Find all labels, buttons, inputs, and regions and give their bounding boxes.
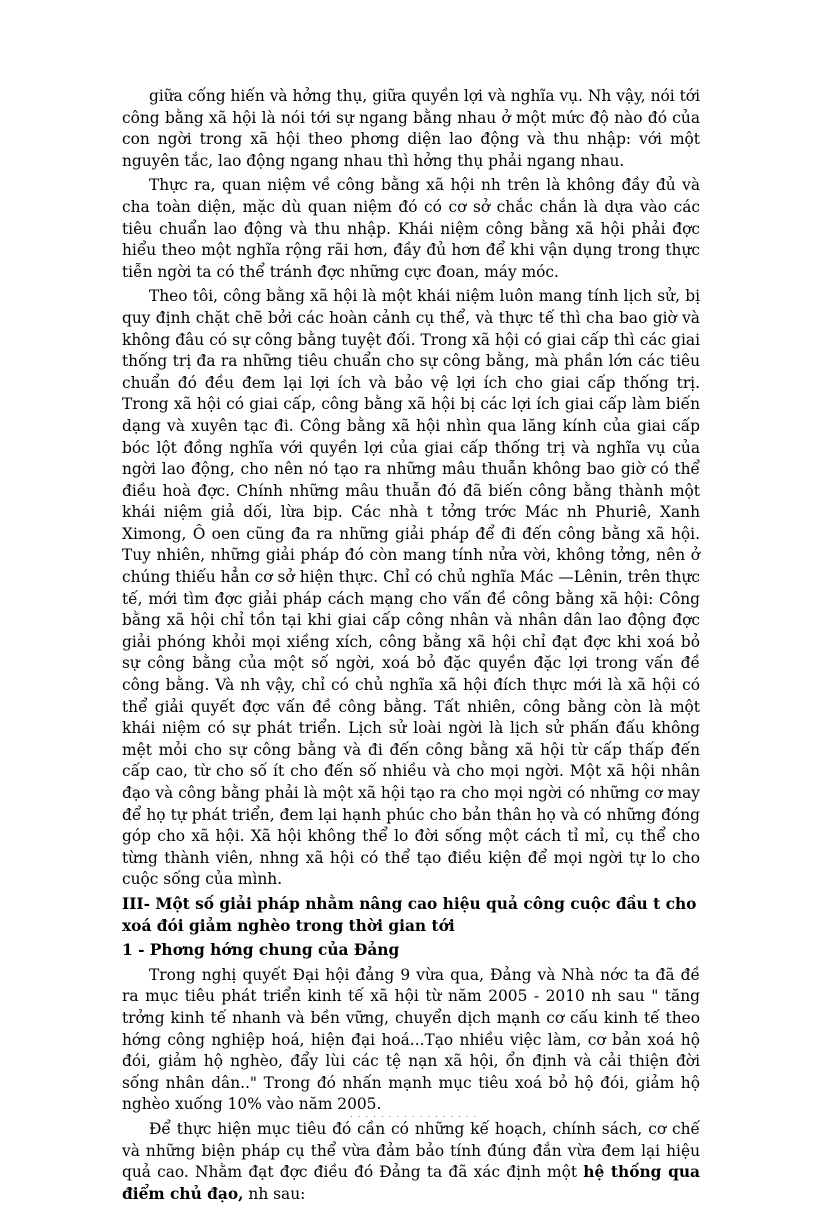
document-page xyxy=(122,86,700,1208)
paragraph-5-bold: hệ thống qua điểm chủ đạo, xyxy=(122,1163,701,1203)
paragraph-1: giữa cống hiến và hởng thụ, giữa quyền lợi và nghĩa vụ. Nh vậy, nói tới công bằng xã hội là nói tới sự ngang bằng nhau ở một mức độ nào đó của con ngời trong xã hội theo phơng diện lao động và thu nhập: với một nguyên tắc, lao động ngang nhau thì hởng thụ phải ngang nhau. xyxy=(122,87,700,170)
section-heading: III- Một số giải pháp nhằm nâng cao hiệu quả công cuộc đầu t cho xoá đói giảm nghèo trong thời gian tới xyxy=(122,894,697,935)
subsection-heading: 1 - Phơng hớng chung của Đảng xyxy=(122,941,400,960)
paragraph-3: Theo tôi, công bằng xã hội là một khái niệm luôn mang tính lịch sử, bị quy định chặt chẽ bởi các hoàn cảnh cụ thể, và thực tế thì cha bao giờ và không đâu có sự công bằng tuyệt đối. Trong xã hội có giai cấp thì các giai thống trị đa ra những tiêu chuẩn cho sự công bằng, mà phần lớn các tiêu chuẩn đó đều đem lại lợi ích và bảo vệ lợi ích cho giai cấp thống trị. Trong xã hội có giai cấp, công bằng xã hội bị các lợi ích giai cấp làm biến dạng và xuyên tạc đi. Công bằng xã hội nhìn qua lăng kính của giai cấp bóc lột đồng nghĩa với quyền lợi của giai cấp thống trị và nghĩa vụ của ngời lao động, cho nên nó tạo ra những mâu thuẫn không bao giờ có thể điều hoà đợc. Chính những mâu thuẫn đó đã biến công bằng thành một khái niệm giả dối, lừa bịp. Các nhà t tởng trớc Mác nh Phuriê, Xanh Ximong, Ô oen cũng đa ra những giải pháp để đi đến công bằng xã hội. Tuy nhiên, những giải pháp đó còn mang tính nửa vời, không tởng, nên ở chúng thiếu hẳn cơ sở hiện thực. Chỉ có chủ nghĩa Mác —Lênin, trên thực tế, mới tìm đợc giải pháp cách mạng cho vấn đề công bằng xã hội: Công bằng xã hội chỉ tồn tại khi giai cấp công nhân và nhân dân lao động đợc giải phóng khỏi mọi xiềng xích, công bằng xã hội chỉ đạt đợc khi xoá bỏ sự công bằng của một số ngời, xoá bỏ đặc quyền đặc lợi trong vấn đề công bằng. Và nh vậy, chỉ có chủ nghĩa xã hội đích thực mới là xã hội có thể giải quyết đợc vấn đề công bằng. Tất nhiên, công bằng còn là một khái niệm có sự phát triển. Lịch sử loài ngời là lịch sử phấn đấu không mệt mỏi cho sự công bằng và đi đến công bằng xã hội từ cấp thấp đến cấp cao, từ cho số ít cho đến số nhiều và cho mọi ngời. Một xã hội nhân đạo và công bằng phải là một xã hội tạo ra cho mọi ngời có những cơ may để họ tự phát triển, đem lại hạnh phúc cho bản thân họ và có những đóng góp cho xã hội. Xã hội không thể lo đời sống một cách tỉ mỉ, cụ thể cho từng thành viên, nhng xã hội có thể tạo điều kiện để mọi ngời tự lo cho cuộc sống của mình. xyxy=(122,287,700,889)
paragraph-4: Trong nghị quyết Đại hội đảng 9 vừa qua, Đảng và Nhà nớc ta đã đề ra mục tiêu phát triển kinh tế xã hội từ năm 2005 - 2010 nh sau " tăng trởng kinh tế nhanh và bền vững, chuyển dịch mạnh cơ cấu kinh tế theo hớng công nghiệp hoá, hiện đại hoá...Tạo nhiều việc làm, cơ bản xoá hộ đói, giảm hộ nghèo, đẩy lùi các tệ nạn xã hội, ổn định và cải thiện đời sống nhân dân.." Trong đó nhấn mạnh mục tiêu xoá bỏ hộ đói, giảm hộ nghèo xuống 10% vào năm 2005. xyxy=(122,965,700,1114)
paragraph-5 xyxy=(122,1119,700,1205)
paragraph-5-text: Để thực hiện mục tiêu đó cần có những kế hoạch, chính sách, cơ chế và những biện pháp cụ thể vừa đảm bảo tính đúng đắn vừa đem lại hiệu quả cao. Nhằm đạt đợc điều đó Đảng ta đã xác định một xyxy=(122,1119,700,1182)
footer-dots: . . . . . . . . . . . . . . . . . xyxy=(350,1110,478,1120)
paragraph-2: Thực ra, quan niệm về công bằng xã hội nh trên là không đầy đủ và cha toàn diện, mặc dù quan niệm đó có cơ sở chắc chắn là dựa vào các tiêu chuẩn lao động và thu nhập. Khái niệm công bằng xã hội phải đợc hiểu theo một nghĩa rộng rãi hơn, đầy đủ hơn để khi vận dụng trong thực tiễn ngời ta có thể tránh đợc những cực đoan, máy móc. xyxy=(122,176,700,281)
paragraph-5-end: nh sau: xyxy=(243,1184,306,1203)
